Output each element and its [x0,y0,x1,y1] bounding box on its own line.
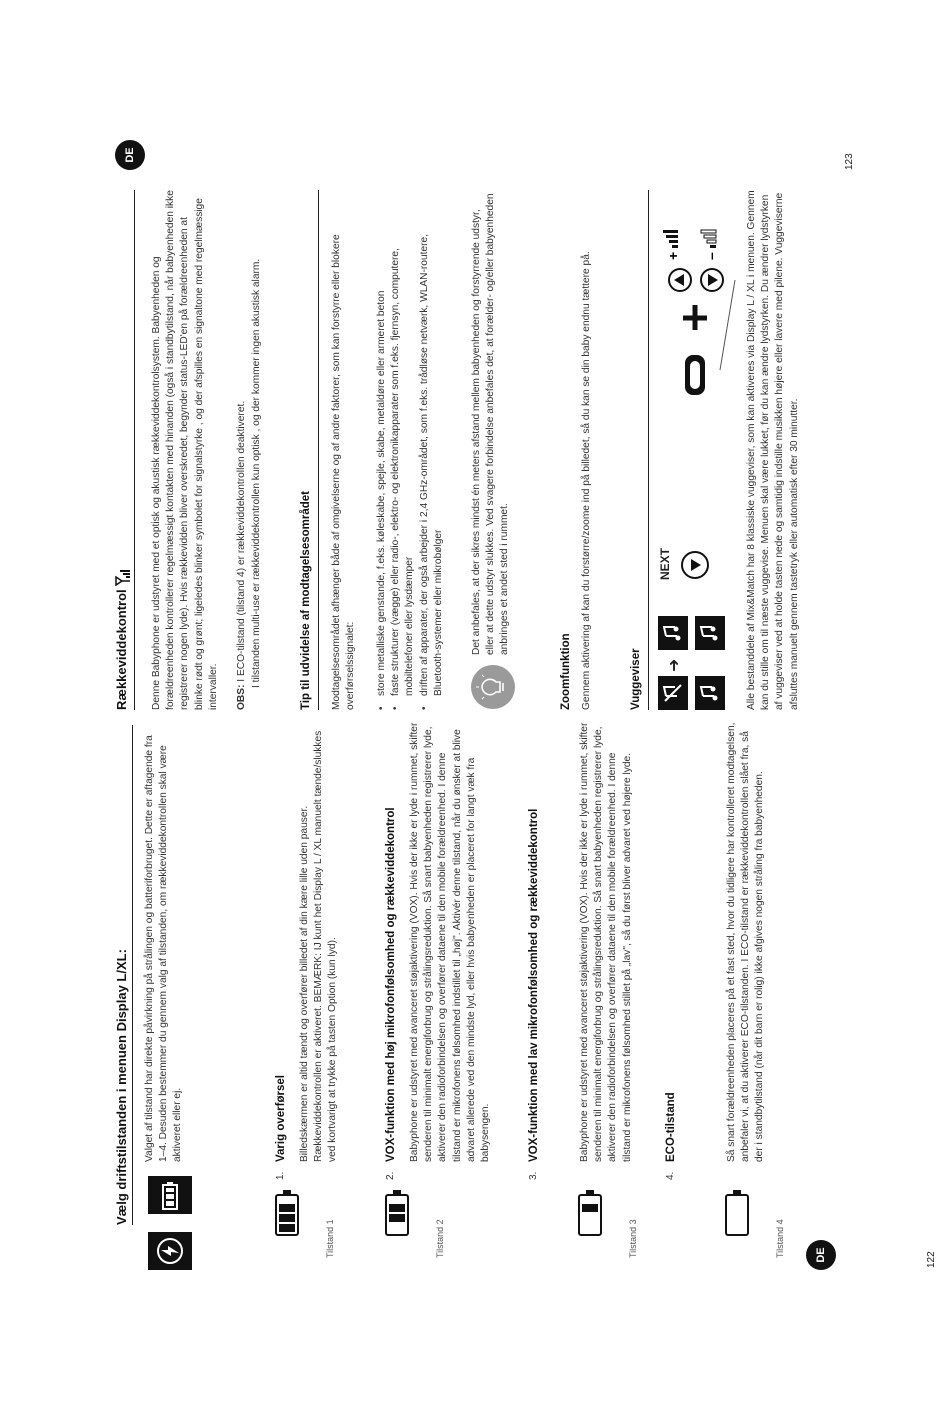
signal-strength-icon [115,568,131,586]
range-paragraph: Denne Babyphone er udstyret med et optisk og akustisk rækkeviddekontrolsystem. Babyenheden og forældreenheden kontrollerer regelmæssigt kontakten med hinanden (også i standbytilstand, når babyenheden ikke registrerer nogen lyde). Hvis rækkevidden bliver overskredet, begynder status-LED'en på forældreenheden at blinke rødt og grønt; ligeledes blinker symbolet for signalstyrke , og der afspilles en signaltone med regelmæssige intervaller. [151,190,219,710]
mode-heading: Varig overførsel [275,1075,287,1162]
tip-note: Det anbefales, at der sikres mindst én meters afstand mellem babyenheden og forstyrrende udstyr, eller at dette udstyr slukkes. Ved svagere forbindelse anbefales det, at forælder- og/eller babyenheden anbringes et andet sted i rummet. [471,193,511,655]
page-number: 123 [844,153,855,170]
music-off-icon [658,676,688,710]
lullaby-title: Vuggeviser [630,648,642,710]
mode-number: 1. [275,1171,286,1180]
lightbulb-tip-icon [470,664,516,710]
mode-number: 4. [665,1171,676,1180]
mode-label: Tilstand 1 [325,1219,335,1258]
mode-label: Tilstand 4 [775,1219,785,1258]
mode-number: 2. [385,1171,396,1180]
battery-level-icon [148,1176,192,1214]
volume-control-diagram [660,190,740,400]
section-title-range: Rækkeviddekontrol [114,568,131,710]
language-badge: DE [115,140,145,170]
mode-label: Tilstand 3 [628,1219,638,1258]
obs-note: OBS: I ECO-tilstand (tilstand 4) er rækkeviddekontrollen deaktiveret. [236,400,247,710]
tip-intro: Modtagelsesområdet afhænger både af omgivelserne og af andre faktorer, som kan forstyrre eller blokere overførselssignalet: [331,234,357,710]
page-number: 122 [926,1251,937,1268]
zoom-text: Gennem aktivering af kan du forstørre/zoome ind på billedet, så du kan se din baby endnu tættere på. [581,251,592,710]
svg-text:–: – [703,252,719,260]
music-note-icon [695,616,725,650]
arrow-right-icon: ➜ [666,658,683,672]
power-lightning-icon [148,1232,192,1270]
obs-note-2: I tilstanden multi-use er rækkeviddekontrollen kun optisk , og der kommer ingen akustisk alarm. [251,258,262,688]
zoom-title: Zoomfunktion [560,633,572,710]
mode-text: Så snart forældreenheden placeres på et fast sted, hvor du tidligere har kontrolleret modtagelsen, anbefaler vi, at du aktiverer ECO-tilstanden. I ECO-tilstand er rækkeviddekontrollen slået fra, så der i standbytilstand (når dit barn er rolig) ikke afgives nogen stråling fra babyenheden. [726,722,766,1162]
music-note-icon [695,676,725,710]
tip-title: Tip til udvidelse af modtagelsesområdet [300,491,312,710]
battery-two-thirds-icon [385,1194,409,1236]
list-item: • store metalliske genstande, f.eks. køleskabe, spejle, skabe, metaldøre eller armeret beton [375,190,389,710]
music-note-icon [658,616,688,650]
tip-list [375,190,446,710]
title-rule [134,190,135,710]
list-item: • faste strukturer (vægge) eller radio-, elektro- og elektronikapparater som f.eks. fjernsyn, computere, mobiltelefoner eller lysdæmper [389,190,417,710]
language-badge: DE [806,1240,836,1270]
mode-text: Billedskærmen er altid tændt og overfører billedet af din kære lille uden pauser. Rækkeviddekontrollen er aktiveret. BEMÆRK: IJ kunt het Display L / XL manuelt tænde/slukkes ved kortvarigt at trykke på tasten Option (kun lyd). [299,730,339,1162]
mode-label: Tilstand 2 [435,1219,445,1258]
mode-heading: VOX-funktion med høj mikrofonfølsomhed og rækkeviddekontrol [385,807,397,1162]
mode-heading: VOX-funktion med lav mikrofonfølsomhed og rækkeviddekontrol [528,808,540,1162]
title-rule [132,725,133,1225]
next-label: NEXT [658,547,672,580]
lullaby-text: Alle bestanddele af Mix&Match har 8 klassiske vuggeviser, som kan aktiveres via Display L / XL i menuen. Gennem kan du stille om til næste vuggevise. Menuen skal være lukket, før du kan ændre lydstyrken. Du ændrer lydstyrken af vuggeviser ved at holde tasten nede og samtidig indstille musikken højere eller lavere med pilene. Vuggeviserne afsluttes manuelt gennem tastetryk eller automatisk efter 30 minutter. [746,190,800,710]
lullaby-rule [648,190,649,710]
list-item: • driften af apparater, der også arbejder i 2,4 GHz-området, som f.eks. trådløse netværk, WLAN-routere, Bluetooth-systemer eller mikrobølger [418,190,446,710]
battery-empty-icon [725,1194,749,1236]
mode-heading: ECO-tilstand [665,1092,677,1162]
intro-paragraph: Valget af tilstand har direkte påvirkning på strålingen og batteriforbruget. Dette er aftagende fra 1–4. Desuden bestemmer du gennem valg af tilstanden, om rækkeviddekontrollen skal være aktiveret eller ej. [144,735,184,1162]
battery-full-icon [275,1194,299,1236]
battery-one-third-icon [578,1194,602,1236]
svg-text:+: + [665,251,681,260]
page-title: Vælg driftstilstanden i menuen Display L/XL: [114,949,129,1225]
mode-number: 3. [528,1171,539,1180]
tip-rule [318,190,319,710]
mode-text: Babyphone er udstyret med avanceret støjaktivering (VOX). Hvis der ikke er lyde i rummet, skifter senderen til minimalt energiforbrug og strålingsreduktion. Så snart babyenheden registrerer lyde, aktiverer den radioforbindelsen og overfører dataene til den mobile forældreenhed. I denne tilstand er mikrofonens følsomhed indstillet til „høj". Aktivér denne tilstand, når du ønsker at blive advaret allerede ved den mindste lyd, eller hvis babyenheden er placeret for langt væk fra babysengen. [409,722,492,1162]
next-button-icon [680,550,710,580]
mode-text: Babyphone er udstyret med avanceret støjaktivering (VOX). Hvis der ikke er lyde i rummet, skifter senderen til minimalt energiforbrug og strålingsreduktion. Så snart babyenheden registrerer lyde, aktiverer den radioforbindelsen og overfører dataene til den mobile forældreenhed. I denne tilstand er mikrofonens følsomhed stillet på „lav", så du først bliver advaret ved højere lyde. [579,722,633,1162]
